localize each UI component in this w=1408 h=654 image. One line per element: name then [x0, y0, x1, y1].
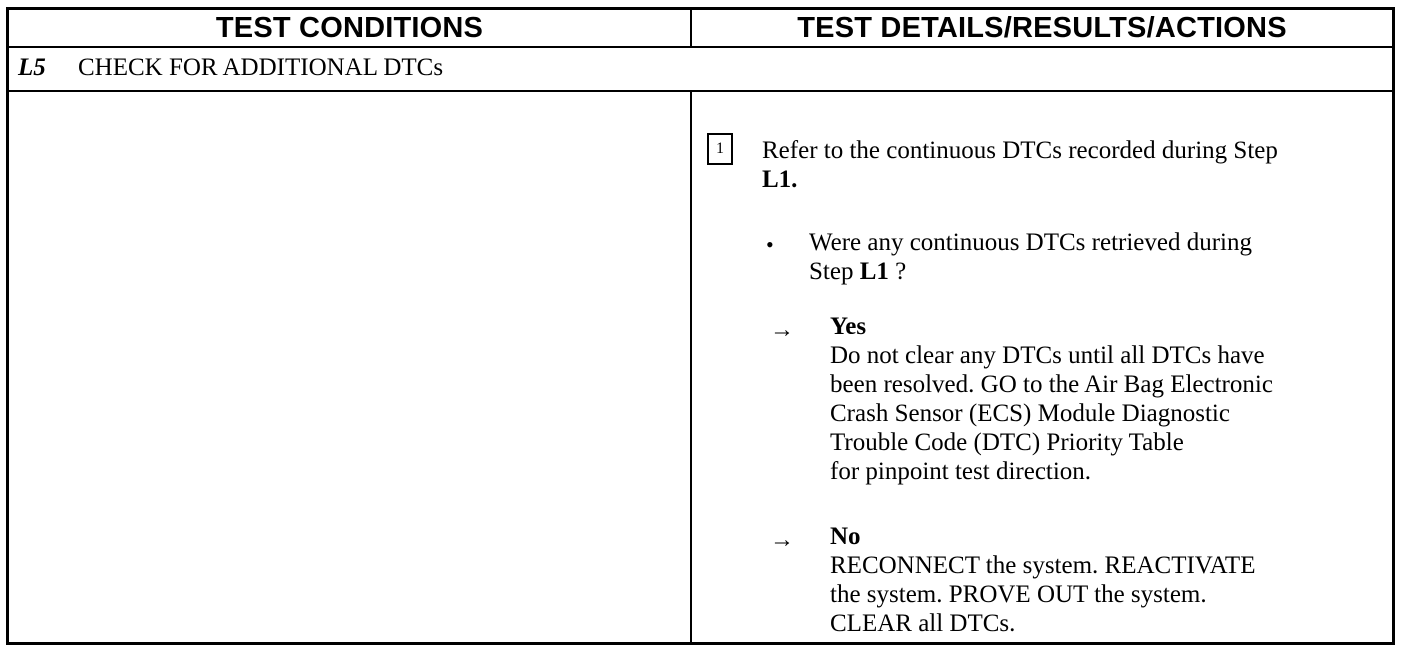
- answer-no-line: the system. PROVE OUT the system.: [830, 581, 1207, 608]
- question-mark: ?: [888, 258, 907, 285]
- header-test-conditions: TEST CONDITIONS: [9, 10, 692, 46]
- table-body-row: [9, 90, 1392, 642]
- arrow-right-icon: →: [770, 317, 794, 343]
- diagnostic-test-table: [6, 7, 1395, 645]
- step-title: CHECK FOR ADDITIONAL DTCs: [78, 54, 444, 81]
- answer-no-line: CLEAR all DTCs.: [830, 610, 1016, 637]
- test-details-cell: [692, 90, 1392, 642]
- instruction-text: [762, 136, 1392, 194]
- instruction-body: Refer to the continuous DTCs recorded during Step: [762, 137, 1278, 164]
- answer-yes-line: Trouble Code (DTC) Priority Table: [830, 429, 1184, 456]
- question-body: Were any continuous DTCs retrieved during: [809, 229, 1253, 256]
- question-text: [809, 228, 1369, 286]
- answer-no-line: RECONNECT the system. REACTIVATE: [830, 552, 1256, 579]
- table-header-row: [9, 10, 1392, 48]
- answer-no-label: No: [830, 523, 861, 550]
- answer-yes-line: for pinpoint test direction.: [830, 458, 1092, 485]
- answer-yes-line: Do not clear any DTCs until all DTCs have: [830, 342, 1265, 369]
- answer-yes: [830, 312, 1390, 486]
- arrow-right-icon: →: [770, 527, 794, 553]
- test-conditions-cell: [9, 90, 692, 642]
- step-title-row: [9, 46, 1392, 92]
- item-number-box: 1: [707, 133, 733, 165]
- question-step-word: Step: [809, 258, 854, 285]
- answer-yes-label: Yes: [830, 313, 867, 340]
- instruction-step-ref: L1.: [762, 166, 798, 193]
- question-step-ref: L1: [859, 258, 889, 285]
- answer-no: [830, 522, 1390, 638]
- answer-yes-line: been resolved. GO to the Air Bag Electronic: [830, 371, 1273, 398]
- answer-yes-line: Crash Sensor (ECS) Module Diagnostic: [830, 400, 1230, 427]
- step-id: L5: [18, 54, 46, 81]
- bullet-icon: •: [766, 232, 774, 257]
- header-test-details: TEST DETAILS/RESULTS/ACTIONS: [797, 11, 1287, 44]
